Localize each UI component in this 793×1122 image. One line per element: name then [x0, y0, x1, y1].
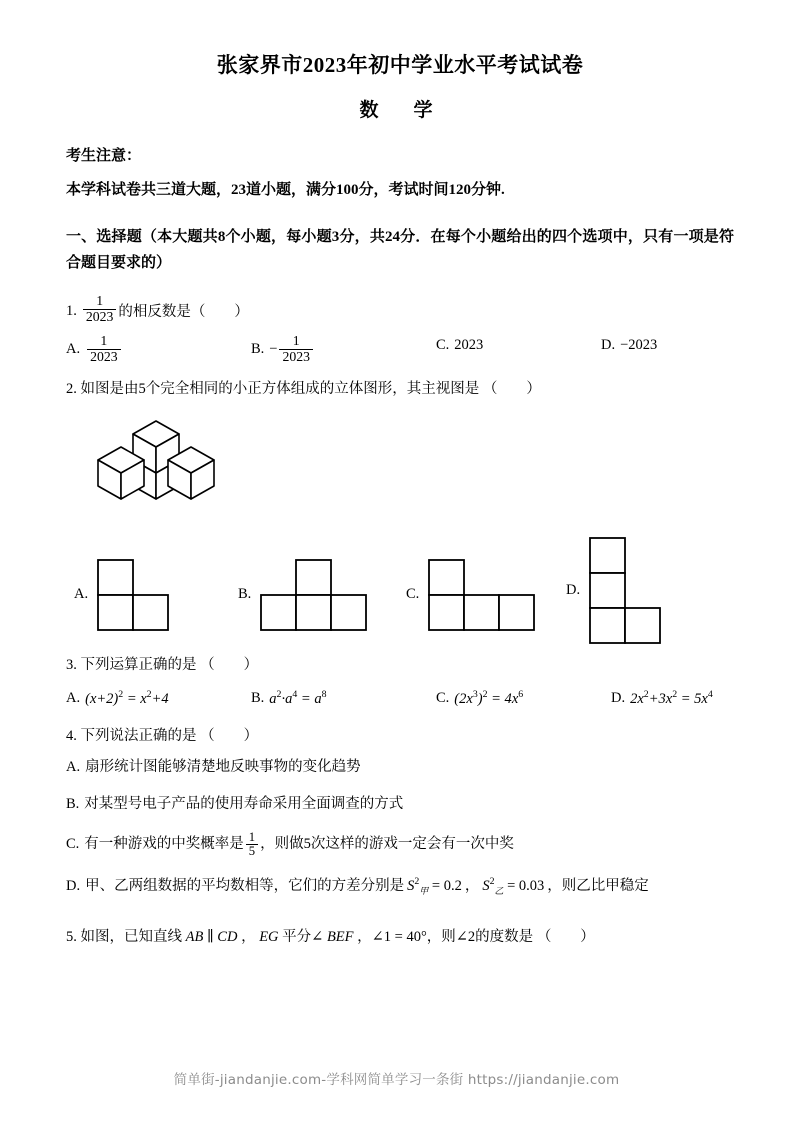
question-3-options: [66, 687, 734, 711]
option-d[interactable]: [601, 334, 657, 357]
page-content: [66, 52, 734, 953]
question-5-text-1: 如图，已知直线: [80, 929, 182, 946]
option-b[interactable]: [251, 334, 436, 364]
option-c[interactable]: [436, 334, 601, 357]
option-b-label: B.: [66, 796, 80, 813]
question-4-options: [66, 754, 734, 900]
isometric-cube-solid-figure: [88, 411, 734, 527]
question-3-stem: [66, 654, 734, 677]
notice-body: 本学科试卷共三道大题，23道小题，满分100分，考试时间120分钟.: [66, 182, 505, 199]
question-1: [66, 294, 734, 364]
option-d-label: D.: [66, 877, 81, 894]
fraction-denominator: 2023: [87, 349, 121, 364]
shape-option-d-label: D.: [566, 581, 581, 598]
question-2-stem: [66, 378, 734, 401]
option-b-text: 对某型号电子产品的使用寿命采用全面调查的方式: [84, 796, 404, 813]
question-3-stem-text: 下列运算正确的是: [80, 656, 197, 673]
cube-solid-svg: [88, 411, 228, 519]
option-a-label: A.: [66, 758, 81, 775]
question-5-text-4: ，∠1 = 40°，则∠2的度数是: [357, 929, 534, 946]
angle-bef-label: BEF: [326, 929, 354, 946]
question-1-options: [66, 334, 734, 364]
question-5: [66, 926, 734, 949]
option-b-sign: −: [269, 340, 278, 357]
shape-option-c[interactable]: [406, 558, 537, 632]
question-5-text-3: 平分∠: [282, 929, 324, 946]
line-ab-label: AB: [185, 929, 204, 946]
question-4-stem-text: 下列说法正确的是: [80, 727, 197, 744]
option-a-fraction: [87, 334, 121, 364]
shape-c-grid: [427, 558, 537, 632]
option-c-fraction: [246, 831, 258, 859]
variance-2-value: = 0.03: [507, 877, 545, 894]
option-d-variance-2: $S^2_乙 = 0.03$: [482, 875, 545, 896]
variance-1-value: = 0.2: [431, 877, 462, 894]
option-b-expression: $a^2\cdot a^4 = a^8$: [269, 688, 327, 707]
shape-d-grid: [588, 536, 664, 646]
footer-watermark: 简单街-jiandanjie.com-学科网简单学习一条街 https://jiandanjie.com: [173, 1072, 620, 1088]
option-b[interactable]: [66, 791, 734, 819]
fraction-numerator: 1: [96, 293, 104, 309]
answer-blank[interactable]: [537, 929, 595, 945]
option-d-text-post: ，则乙比甲稳定: [547, 877, 649, 894]
answer-blank[interactable]: [200, 657, 258, 673]
shape-option-d[interactable]: [566, 536, 664, 646]
fraction-denominator: 5: [246, 844, 258, 858]
option-d[interactable]: [66, 873, 734, 901]
page-title: 张家界市2023年初中学业水平考试试卷: [216, 53, 584, 77]
answer-blank[interactable]: [191, 301, 249, 324]
shape-b-grid: [259, 558, 369, 632]
option-d-text-pre: 甲、乙两组数据的平均数相等，它们的方差分别是: [85, 877, 405, 894]
option-b[interactable]: [251, 687, 436, 711]
option-b-label: B.: [251, 340, 265, 357]
option-c-expression: $(2x^3)^2 = 4x^6$: [454, 688, 524, 707]
question-5-number: 5.: [66, 929, 77, 946]
option-d-label: D.: [601, 337, 616, 354]
question-2-number: 2.: [66, 381, 77, 398]
notice-heading: 考生注意：: [66, 148, 142, 165]
fraction-denominator: 2023: [279, 349, 313, 364]
option-c-label: C.: [66, 836, 80, 853]
question-1-stem: [66, 294, 734, 324]
section-heading-choice: 一、选择题（本大题共8个小题，每小题3分，共24分．在每个小题给出的四个选项中，只有一项是符合题目要求的）: [66, 228, 734, 272]
shape-option-b[interactable]: [238, 558, 369, 632]
question-5-stem: [66, 926, 734, 949]
fraction-numerator: 1: [100, 333, 108, 349]
question-2: [66, 378, 734, 639]
answer-blank[interactable]: [483, 381, 541, 397]
question-5-text-2: ，: [241, 929, 256, 946]
answer-blank[interactable]: [200, 728, 258, 744]
fraction-numerator: 1: [248, 830, 256, 845]
shape-a-grid: [96, 558, 170, 632]
question-2-shape-options: [66, 536, 734, 640]
question-1-fraction: [83, 294, 117, 324]
option-a-label: A.: [66, 690, 81, 707]
fraction-numerator: 1: [292, 333, 300, 349]
option-a[interactable]: [66, 687, 251, 711]
option-a-expression: $(x+2)^2 = x^2+4$: [85, 688, 169, 707]
option-a-label: A.: [66, 340, 81, 357]
shape-option-c-label: C.: [406, 585, 420, 602]
parallel-symbol: ∥: [206, 929, 214, 946]
variance-1-subscript: 甲: [419, 885, 429, 896]
option-d-expression: $2x^2+3x^2 = 5x^4$: [630, 688, 713, 707]
option-a[interactable]: [66, 334, 251, 364]
option-c-text-pre: 有一种游戏的中奖概率是: [84, 836, 244, 853]
question-1-number: 1.: [66, 303, 77, 320]
option-a-text: 扇形统计图能够清楚地反映事物的变化趋势: [85, 758, 361, 775]
fraction-denominator: 2023: [83, 309, 117, 324]
option-c-label: C.: [436, 690, 450, 707]
line-eg-label: EG: [259, 929, 279, 946]
question-3-number: 3.: [66, 656, 77, 673]
question-2-stem-text: 如图是由5个完全相同的小正方体组成的立体图形，其主视图是: [80, 381, 480, 398]
option-c-text-post: ，则做5次这样的游戏一定会有一次中奖: [260, 836, 514, 853]
variance-2-subscript: 乙: [494, 885, 504, 896]
option-d[interactable]: [611, 687, 713, 711]
option-c-label: C.: [436, 337, 450, 354]
option-c[interactable]: [436, 687, 611, 711]
option-d-value: −2023: [620, 337, 658, 354]
option-d-label: D.: [611, 690, 626, 707]
option-d-separator: ，: [464, 877, 480, 894]
subject-title: 数 学: [359, 100, 441, 122]
shape-option-b-label: B.: [238, 585, 252, 602]
option-c-value: 2023: [454, 337, 484, 354]
question-3: [66, 654, 734, 711]
question-4-stem: [66, 725, 734, 748]
question-4: [66, 725, 734, 900]
shape-option-a[interactable]: [74, 558, 170, 632]
line-cd-label: CD: [217, 929, 238, 946]
question-1-stem-text: 的相反数是: [118, 304, 191, 321]
option-b-label: B.: [251, 690, 265, 707]
option-d-variance-1: $S^2_甲 = 0.2$: [407, 875, 462, 896]
option-c[interactable]: [66, 831, 734, 859]
question-4-number: 4.: [66, 727, 77, 744]
option-b-fraction: [279, 334, 313, 364]
option-a[interactable]: [66, 754, 734, 782]
shape-option-a-label: A.: [74, 585, 89, 602]
